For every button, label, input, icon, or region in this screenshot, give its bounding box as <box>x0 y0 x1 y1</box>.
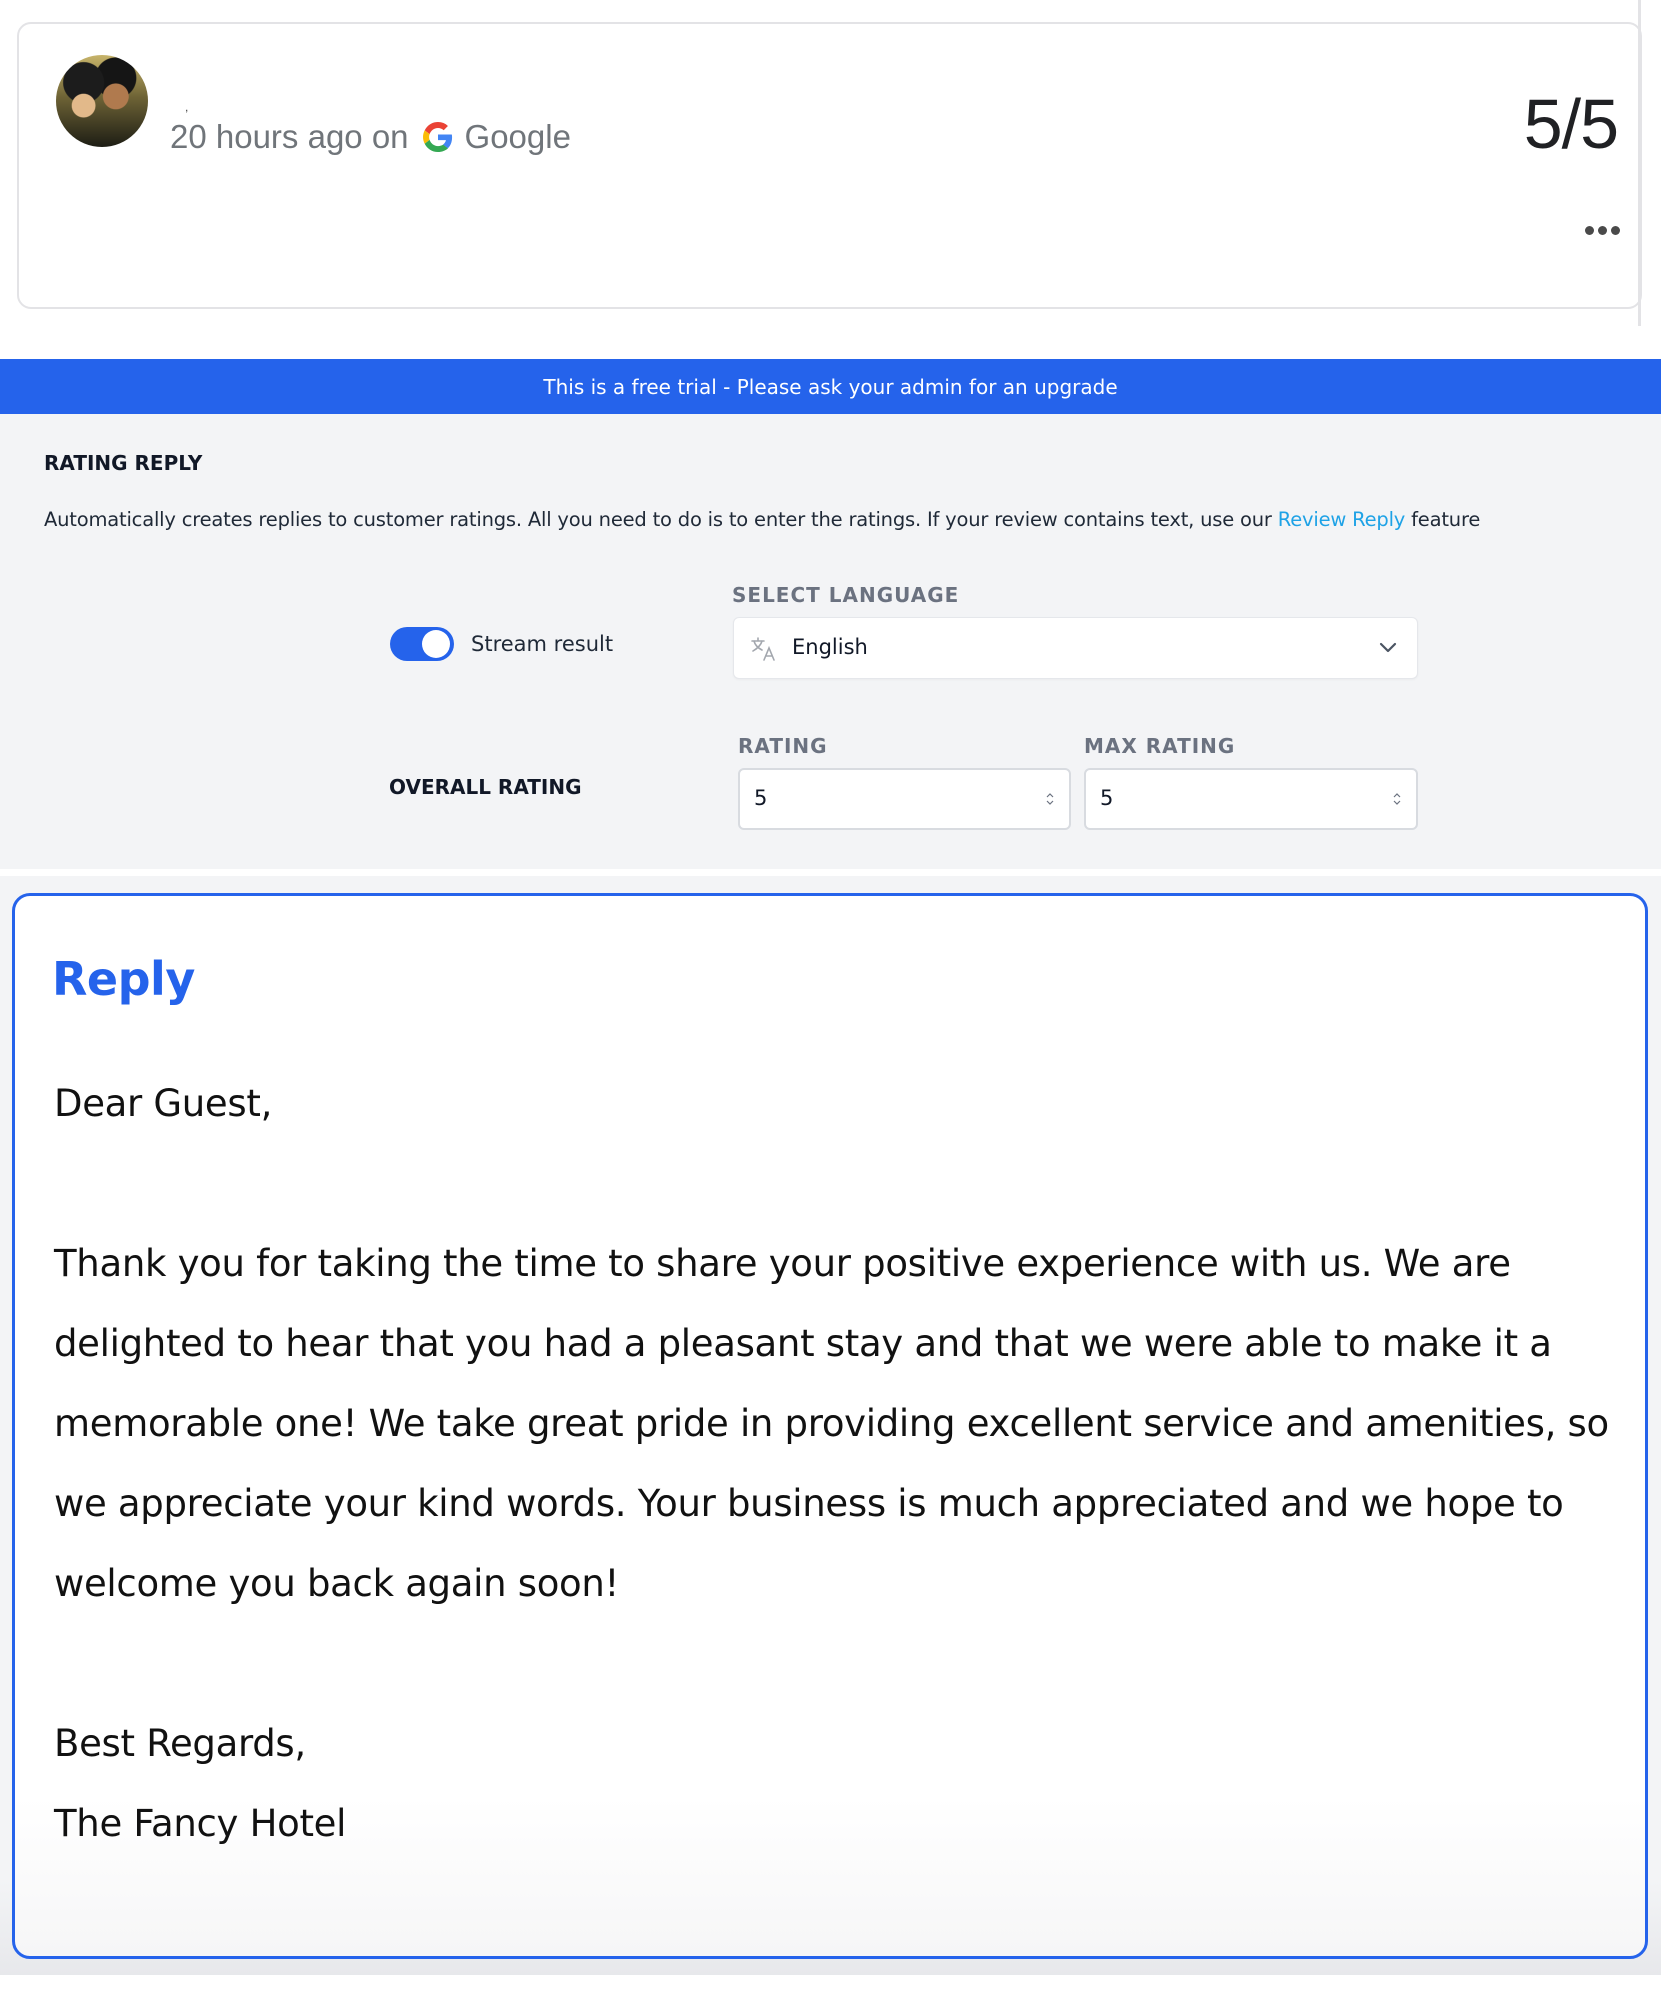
reply-title: Reply <box>52 952 195 1006</box>
google-g-icon <box>423 122 453 152</box>
overall-rating-label: OVERALL RATING <box>389 775 582 799</box>
panel-description: Automatically creates replies to customer ratings. All you need to do is to enter the ratings. If your review contains text, use our Review Reply feature <box>44 508 1481 531</box>
reply-closing: Best Regards, <box>54 1722 306 1765</box>
more-options-icon[interactable] <box>1581 222 1624 239</box>
reply-section-bg <box>1646 876 1661 1975</box>
rating-label: RATING <box>738 734 828 758</box>
toggle-knob <box>422 630 450 658</box>
review-meta <box>170 118 571 156</box>
stream-result-label: Stream result <box>471 632 614 656</box>
stream-result-toggle[interactable] <box>390 627 454 661</box>
review-score: 5/5 <box>1523 85 1618 163</box>
stepper-icon[interactable] <box>1392 790 1402 808</box>
select-language-label: SELECT LANGUAGE <box>732 583 960 607</box>
max-rating-input[interactable] <box>1084 768 1418 830</box>
reviewer-name: , <box>185 100 189 114</box>
translate-icon <box>750 636 778 662</box>
reply-line: Thank you for taking the time to share your positive experience with us. We are <box>54 1242 1511 1285</box>
panel-title: RATING REPLY <box>44 451 203 475</box>
review-card <box>17 22 1642 309</box>
reply-line: welcome you back again soon! <box>54 1562 620 1605</box>
language-value: English <box>792 635 868 659</box>
review-source: Google <box>464 118 571 155</box>
reviewer-avatar <box>56 55 148 147</box>
reply-line: memorable one! We take great pride in providing excellent service and amenities, so <box>54 1402 1609 1445</box>
reply-signature: The Fancy Hotel <box>54 1802 347 1845</box>
reply-greeting: Dear Guest, <box>54 1082 273 1125</box>
reply-line: delighted to hear that you had a pleasant stay and that we were able to make it a <box>54 1322 1552 1365</box>
chevron-down-icon <box>1379 640 1397 654</box>
review-time: 20 hours ago on <box>170 118 409 155</box>
trial-banner: This is a free trial - Please ask your admin for an upgrade <box>0 359 1661 414</box>
max-rating-value: 5 <box>1100 786 1114 810</box>
review-card-divider <box>1638 0 1641 326</box>
language-select[interactable] <box>733 617 1418 679</box>
max-rating-label: MAX RATING <box>1084 734 1236 758</box>
rating-input[interactable] <box>738 768 1071 830</box>
review-reply-link[interactable]: Review Reply <box>1277 508 1406 531</box>
reply-text[interactable] <box>54 1064 1614 1864</box>
rating-value: 5 <box>754 786 768 810</box>
stepper-icon[interactable] <box>1045 790 1055 808</box>
reply-line: we appreciate your kind words. Your business is much appreciated and we hope to <box>54 1482 1564 1525</box>
